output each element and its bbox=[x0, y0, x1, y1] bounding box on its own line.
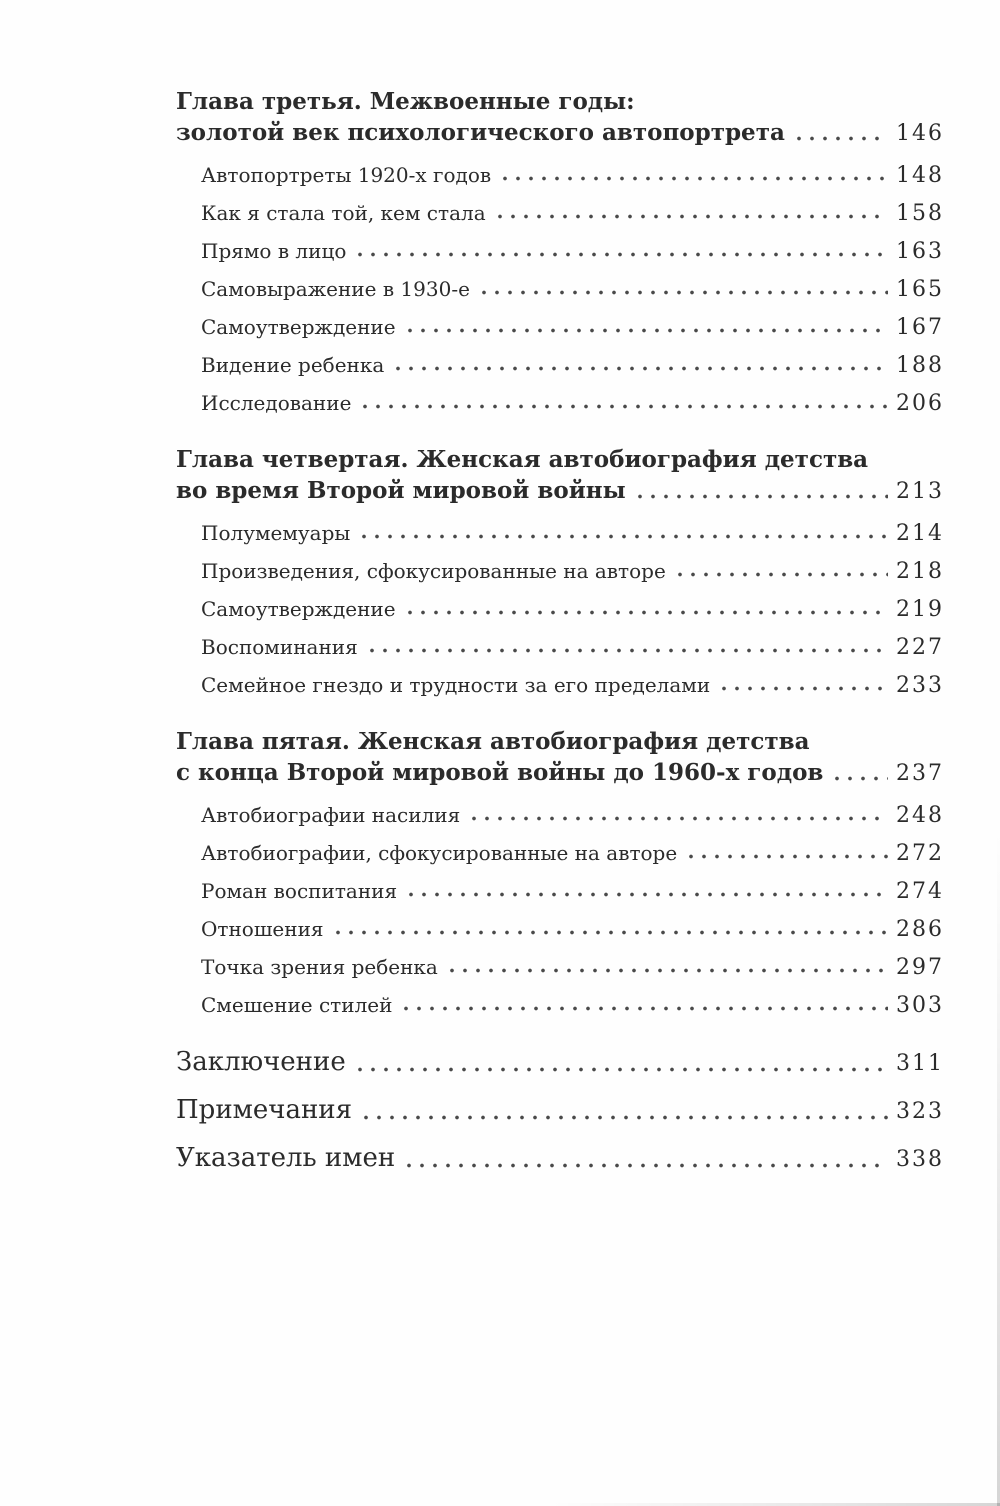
dot-leader bbox=[472, 816, 888, 821]
toc-entry-page: 274 bbox=[896, 879, 944, 904]
toc-row bbox=[176, 1142, 942, 1175]
toc-row bbox=[201, 200, 942, 226]
toc-row bbox=[176, 117, 942, 148]
toc-row bbox=[201, 802, 942, 828]
toc-row bbox=[176, 475, 942, 506]
toc-entry-page: 214 bbox=[896, 521, 944, 546]
dot-leader bbox=[638, 494, 888, 499]
toc-entry-title: Прямо в лицо bbox=[201, 239, 347, 263]
dot-leader bbox=[503, 176, 888, 181]
toc-entry-title: Роман воспитания bbox=[201, 879, 398, 903]
dot-leader bbox=[362, 534, 888, 539]
toc-row bbox=[201, 954, 942, 980]
toc-entry-title: Автобиографии насилия bbox=[201, 803, 461, 827]
toc-entry-title: Произведения, сфокусированные на авторе bbox=[201, 559, 666, 583]
toc-row bbox=[201, 314, 942, 340]
toc-entry-page: 165 bbox=[896, 277, 944, 302]
dot-leader bbox=[336, 930, 888, 935]
chapter-title-line2: с конца Второй мировой войны до 1960-х годов bbox=[176, 759, 824, 786]
toc-entry-page: 303 bbox=[896, 993, 944, 1018]
toc-entry-page: 227 bbox=[896, 635, 944, 660]
dot-leader bbox=[678, 572, 888, 577]
toc-entry-page: 233 bbox=[896, 673, 944, 698]
toc-row bbox=[201, 840, 942, 866]
chapter-title-line2: во время Второй мировой войны bbox=[176, 477, 626, 504]
toc-entry-page: 163 bbox=[896, 239, 944, 264]
toc-entry-page: 323 bbox=[896, 1099, 944, 1124]
toc-entry-page: 219 bbox=[896, 597, 944, 622]
chapter-items bbox=[176, 802, 942, 1018]
dot-leader bbox=[407, 1163, 888, 1168]
toc-backmatter bbox=[176, 1046, 942, 1175]
toc-entry-page: 218 bbox=[896, 559, 944, 584]
dot-leader bbox=[358, 252, 888, 257]
toc-entry-title: Отношения bbox=[201, 917, 324, 941]
toc-row bbox=[201, 352, 942, 378]
toc-entry-title: Как я стала той, кем стала bbox=[201, 201, 486, 225]
toc-entry-page: 206 bbox=[896, 391, 944, 416]
toc-row bbox=[201, 558, 942, 584]
toc-row bbox=[176, 1094, 942, 1127]
toc-entry-title: Самоутверждение bbox=[201, 315, 396, 339]
toc-entry-title: Смешение стилей bbox=[201, 993, 393, 1017]
chapter-page-number: 213 bbox=[896, 479, 944, 504]
dot-leader bbox=[364, 1115, 888, 1120]
dot-leader bbox=[370, 648, 888, 653]
dot-leader bbox=[404, 1006, 888, 1011]
toc-entry-title: Самоутверждение bbox=[201, 597, 396, 621]
toc-entry-title: Самовыражение в 1930-е bbox=[201, 277, 470, 301]
dot-leader bbox=[408, 610, 888, 615]
chapter-items bbox=[176, 520, 942, 698]
dot-leader bbox=[498, 214, 888, 219]
toc-entry-title: Автобиографии, сфокусированные на авторе bbox=[201, 841, 678, 865]
toc-entry-title: Воспоминания bbox=[201, 635, 358, 659]
dot-leader bbox=[409, 892, 888, 897]
dot-leader bbox=[408, 328, 888, 333]
toc-row bbox=[201, 992, 942, 1018]
dot-leader bbox=[722, 686, 888, 691]
toc-row bbox=[201, 634, 942, 660]
toc-row bbox=[201, 390, 942, 416]
chapter-title-line1: Глава третья. Межвоенные годы: bbox=[176, 88, 635, 115]
dot-leader bbox=[689, 854, 888, 859]
toc-entry-title: Видение ребенка bbox=[201, 353, 385, 377]
chapter-title-line1: Глава пятая. Женская автобиография детства bbox=[176, 728, 810, 755]
chapter-page-number: 237 bbox=[896, 761, 944, 786]
toc-entry-title: Указатель имен bbox=[176, 1143, 396, 1173]
chapter-title-line2: золотой век психологического автопортрета bbox=[176, 119, 785, 146]
toc-entry-page: 158 bbox=[896, 201, 944, 226]
toc-entry-page: 311 bbox=[896, 1051, 944, 1076]
toc-row bbox=[201, 520, 942, 546]
toc-row bbox=[201, 672, 942, 698]
toc-row bbox=[201, 162, 942, 188]
toc-entry-title: Семейное гнездо и трудности за его пределами bbox=[201, 673, 711, 697]
dot-leader bbox=[797, 136, 888, 141]
toc-entry-title: Заключение bbox=[176, 1047, 346, 1077]
toc-entry-page: 338 bbox=[896, 1147, 944, 1172]
chapter-page-number: 146 bbox=[896, 121, 944, 146]
toc-entry-page: 248 bbox=[896, 803, 944, 828]
dot-leader bbox=[358, 1067, 888, 1072]
toc-entry-page: 297 bbox=[896, 955, 944, 980]
toc-chapter-3 bbox=[176, 86, 942, 416]
toc-entry-page: 167 bbox=[896, 315, 944, 340]
dot-leader bbox=[450, 968, 888, 973]
toc-row bbox=[201, 916, 942, 942]
toc-chapter-4 bbox=[176, 444, 942, 698]
toc-entry-title: Полумемуары bbox=[201, 521, 351, 545]
toc-entry-page: 188 bbox=[896, 353, 944, 378]
toc-entry-page: 148 bbox=[896, 163, 944, 188]
toc-entry-title: Исследование bbox=[201, 391, 352, 415]
dot-leader bbox=[835, 776, 888, 781]
toc-row bbox=[176, 1046, 942, 1079]
toc-row bbox=[201, 276, 942, 302]
dot-leader bbox=[396, 366, 888, 371]
toc-row bbox=[201, 596, 942, 622]
toc-entry-title: Примечания bbox=[176, 1095, 353, 1125]
toc-row bbox=[176, 757, 942, 788]
toc-entry-title: Точка зрения ребенка bbox=[201, 955, 438, 979]
toc-row bbox=[201, 238, 942, 264]
chapter-items bbox=[176, 162, 942, 416]
dot-leader bbox=[363, 404, 888, 409]
dot-leader bbox=[482, 290, 888, 295]
toc-entry-page: 272 bbox=[896, 841, 944, 866]
toc-entry-page: 286 bbox=[896, 917, 944, 942]
toc-chapter-5 bbox=[176, 726, 942, 1018]
toc-row bbox=[201, 878, 942, 904]
toc-entry-title: Автопортреты 1920-х годов bbox=[201, 163, 492, 187]
chapter-title-line1: Глава четвертая. Женская автобиография детства bbox=[176, 446, 869, 473]
